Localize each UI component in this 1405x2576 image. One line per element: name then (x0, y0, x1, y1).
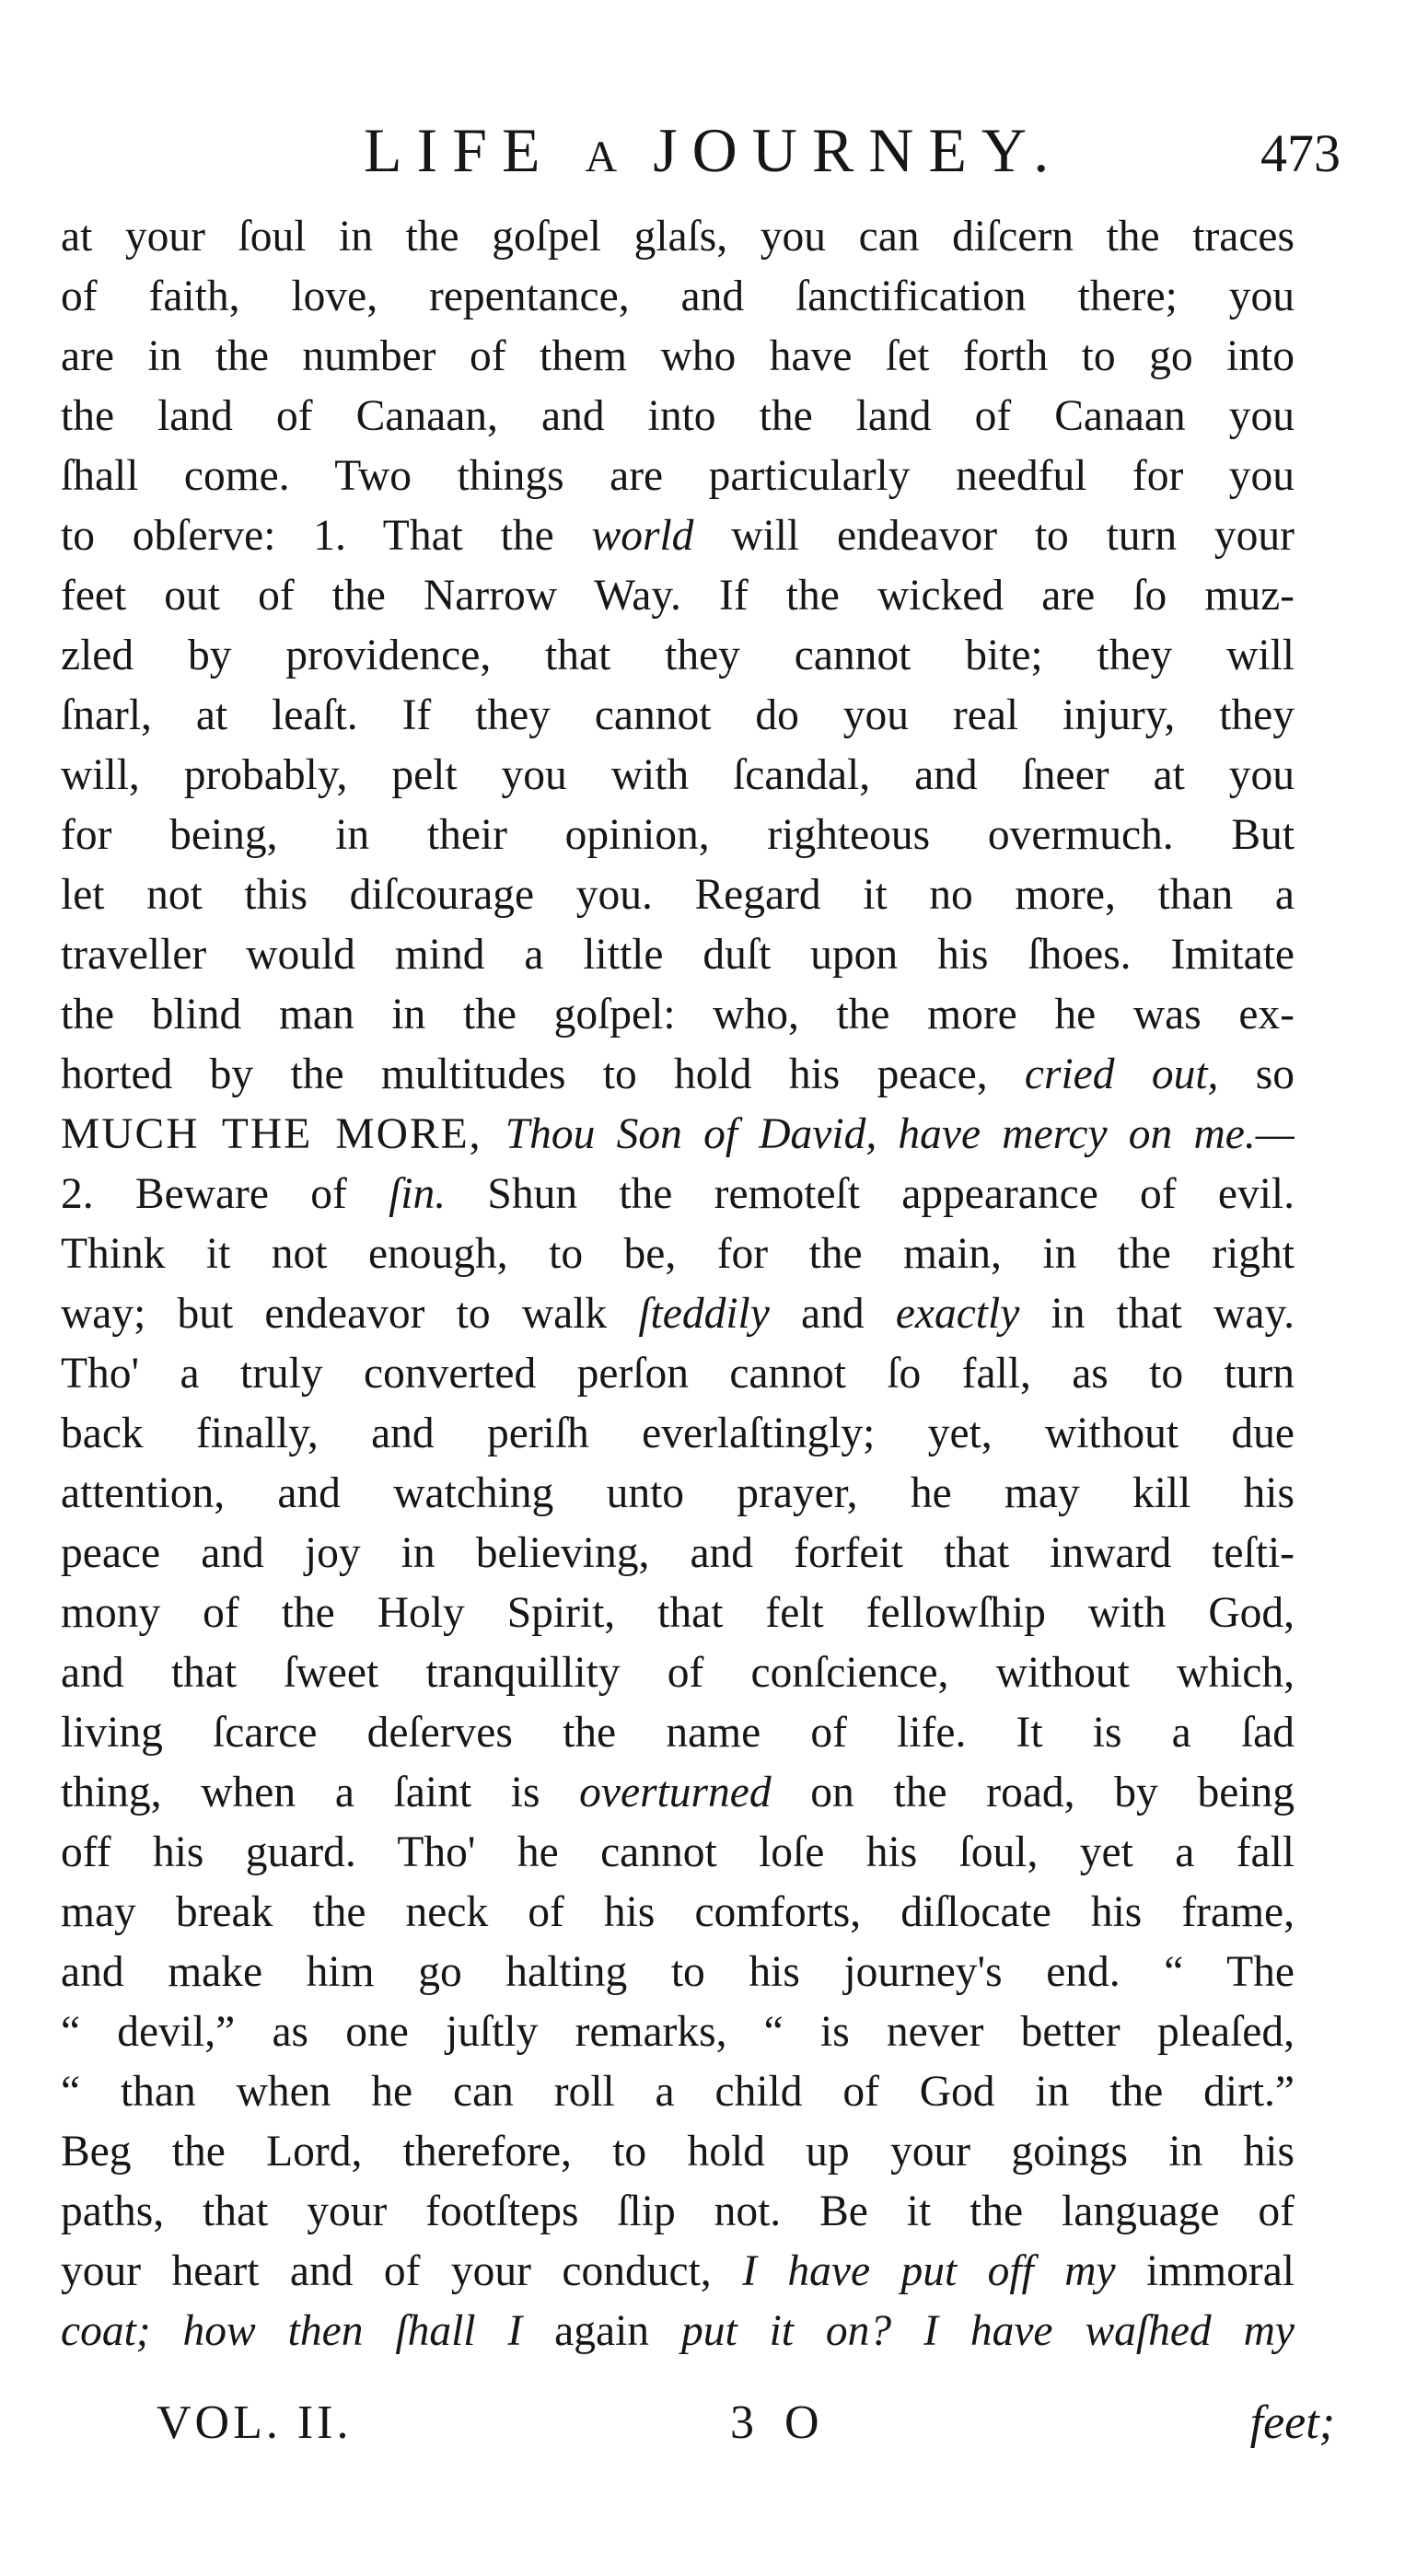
running-title-word-journey: JOURNEY. (653, 115, 1064, 185)
text-line: coat; how then ſhall I again put it on? I have waſhed my (61, 2307, 1295, 2355)
text-line: 2. Beware of ſin. Shun the remoteſt appearance of evil. (61, 1170, 1295, 1218)
running-title (364, 109, 1082, 199)
text-line: traveller would mind a little duſt upon his ſhoes. Imitate (61, 931, 1295, 979)
text-line: horted by the multitudes to hold his peace, cried out, so (61, 1050, 1295, 1098)
page-footer (0, 2386, 1405, 2460)
text-line: off his guard. Tho' he cannot loſe his ſoul, yet a fall (61, 1828, 1295, 1876)
text-line: paths, that your footſteps ſlip not. Be it the language of (61, 2187, 1295, 2235)
running-title-word-life: LIFE (364, 115, 555, 185)
text-line: Think it not enough, to be, for the main, in the right (61, 1230, 1295, 1278)
text-line: your heart and of your conduct, I have put off my immoral (61, 2247, 1295, 2295)
signature-mark: 3 O (730, 2396, 829, 2449)
text-line: at your ſoul in the goſpel glaſs, you can diſcern the traces (61, 213, 1295, 261)
text-line: feet out of the Narrow Way. If the wicked are ſo muz- (61, 572, 1295, 620)
text-line: Beg the Lord, therefore, to hold up your goings in his (61, 2128, 1295, 2176)
text-line: and make him go halting to his journey's end. “ The (61, 1948, 1295, 1996)
text-line: for being, in their opinion, righteous overmuch. But (61, 811, 1295, 859)
text-line: are in the number of them who have ſet forth to go into (61, 332, 1295, 380)
text-line: Tho' a truly converted perſon cannot ſo fall, as to turn (61, 1350, 1295, 1398)
page-header (0, 109, 1405, 191)
text-line: ſnarl, at leaſt. If they cannot do you real injury, they (61, 691, 1295, 739)
text-line: peace and joy in believing, and forfeit that inward teſti- (61, 1529, 1295, 1577)
page-number: 473 (1260, 123, 1341, 183)
text-line: ſhall come. Two things are particularly needful for you (61, 452, 1295, 500)
text-line: will, probably, pelt you with ſcandal, and ſneer at you (61, 751, 1295, 799)
text-line: of faith, love, repentance, and ſanctification there; you (61, 273, 1295, 320)
text-line: attention, and watching unto prayer, he may kill his (61, 1469, 1295, 1517)
text-line: to obſerve: 1. That the world will endeavor to turn your (61, 512, 1295, 560)
text-line: way; but endeavor to walk ſteddily and exactly in that way. (61, 1290, 1295, 1338)
text-line: “ devil,” as one juſtly remarks, “ is never better pleaſed, (61, 2008, 1295, 2056)
text-line: “ than when he can roll a child of God in the dirt.” (61, 2068, 1295, 2116)
text-line: thing, when a ſaint is overturned on the road, by being (61, 1769, 1295, 1816)
running-title-word-a: A (585, 133, 623, 181)
text-line: zled by providence, that they cannot bite; they will (61, 632, 1295, 679)
volume-label: VOL. II. (157, 2396, 353, 2449)
text-line: let not this diſcourage you. Regard it no more, than a (61, 871, 1295, 919)
text-line: and that ſweet tranquillity of conſcience, without which, (61, 1649, 1295, 1697)
text-line: mony of the Holy Spirit, that felt fellowſhip with God, (61, 1589, 1295, 1637)
text-line: may break the neck of his comforts, diſlocate his frame, (61, 1888, 1295, 1936)
text-line: MUCH THE MORE, Thou Son of David, have mercy on me.— (61, 1110, 1295, 1158)
body-text (61, 207, 1295, 2361)
text-line: the land of Canaan, and into the land of Canaan you (61, 392, 1295, 440)
text-line: living ſcarce deſerves the name of life. It is a ſad (61, 1709, 1295, 1757)
text-line: the blind man in the goſpel: who, the more he was ex- (61, 991, 1295, 1039)
catchword: feet; (1249, 2396, 1335, 2449)
text-line: back finally, and periſh everlaſtingly; yet, without due (61, 1410, 1295, 1457)
